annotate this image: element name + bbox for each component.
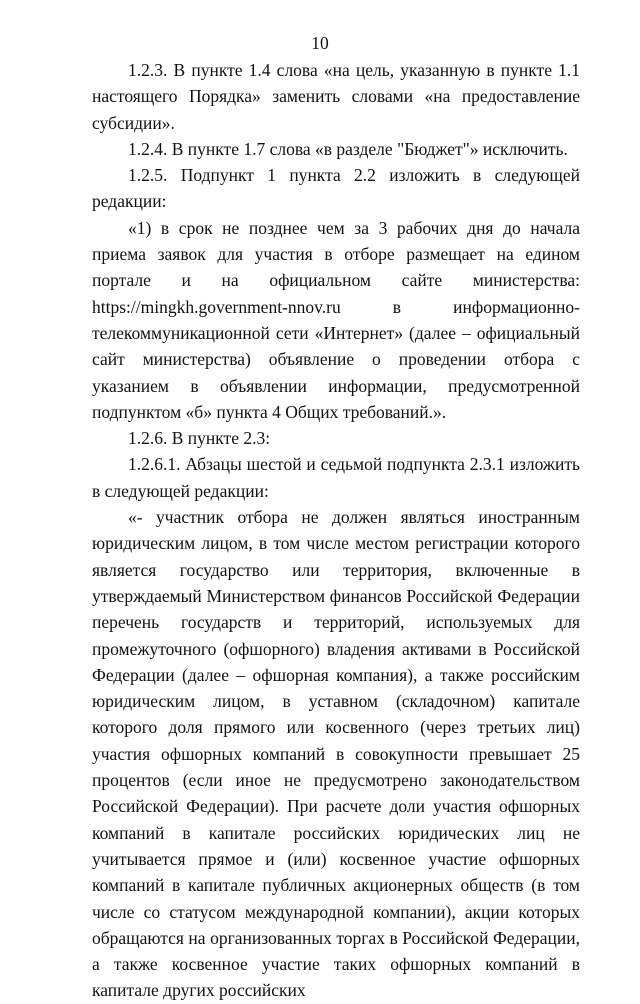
- document-body: [92, 57, 580, 1004]
- paragraph-1-2-5: 1.2.5. Подпункт 1 пункта 2.2 изложить в следующей редакции:: [92, 165, 580, 212]
- paragraph-1-2-3: 1.2.3. В пункте 1.4 слова «на цель, указанную в пункте 1.1 настоящего Порядка» заменить словами «на предоставление субсидии».: [92, 60, 580, 133]
- paragraph-1-2-6: 1.2.6. В пункте 2.3:: [128, 428, 271, 449]
- page-number: 10: [311, 33, 329, 53]
- paragraph-offshore-requirement: «- участник отбора не должен являться иностранным юридическим лицом, в том числе местом регистрации которого является государство или территория, включенные в утверждаемый Министерством финансов Российской Федерации перечень государств и территорий, используемых для промежуточного (офшорного) владения активами в Российской Федерации (далее – офшорная компания), а также российским юридическим лицом, в уставном (складочном) капитале которого доля прямого или косвенного (через третьих лиц) участия офшорных компаний в совокупности превышает 25 процентов (если иное не предусмотрено законодательством Российской Федерации). При расчете доли участия офшорных компаний в капитале российских юридических лиц не учитывается прямое и (или) косвенное участие офшорных компаний в капитале публичных акционерных обществ (в том числе со статусом международной компании), акции которых обращаются на организованных торгах в Российской Федерации, а также косвенное участие таких офшорных компаний в капитале других российских: [92, 507, 580, 1001]
- paragraph-1-2-6-1: 1.2.6.1. Абзацы шестой и седьмой подпункта 2.3.1 изложить в следующей редакции:: [92, 454, 580, 501]
- paragraph-1-2-4: 1.2.4. В пункте 1.7 слова «в разделе "Бюджет"» исключить.: [128, 138, 568, 159]
- paragraph-subpoint-1-text: «1) в срок не позднее чем за 3 рабочих дня до начала приема заявок для участия в отборе размещает на едином портале и на официальном сайте министерства: https://mingkh.government-nnov.ru в информационно-телекоммуникационной сети «Интернет» (далее – официальный сайт министерства) объявление о проведении отбора с указанием в объявлении информации, предусмотренной подпунктом «б» пункта 4 Общих требований.».: [92, 217, 580, 422]
